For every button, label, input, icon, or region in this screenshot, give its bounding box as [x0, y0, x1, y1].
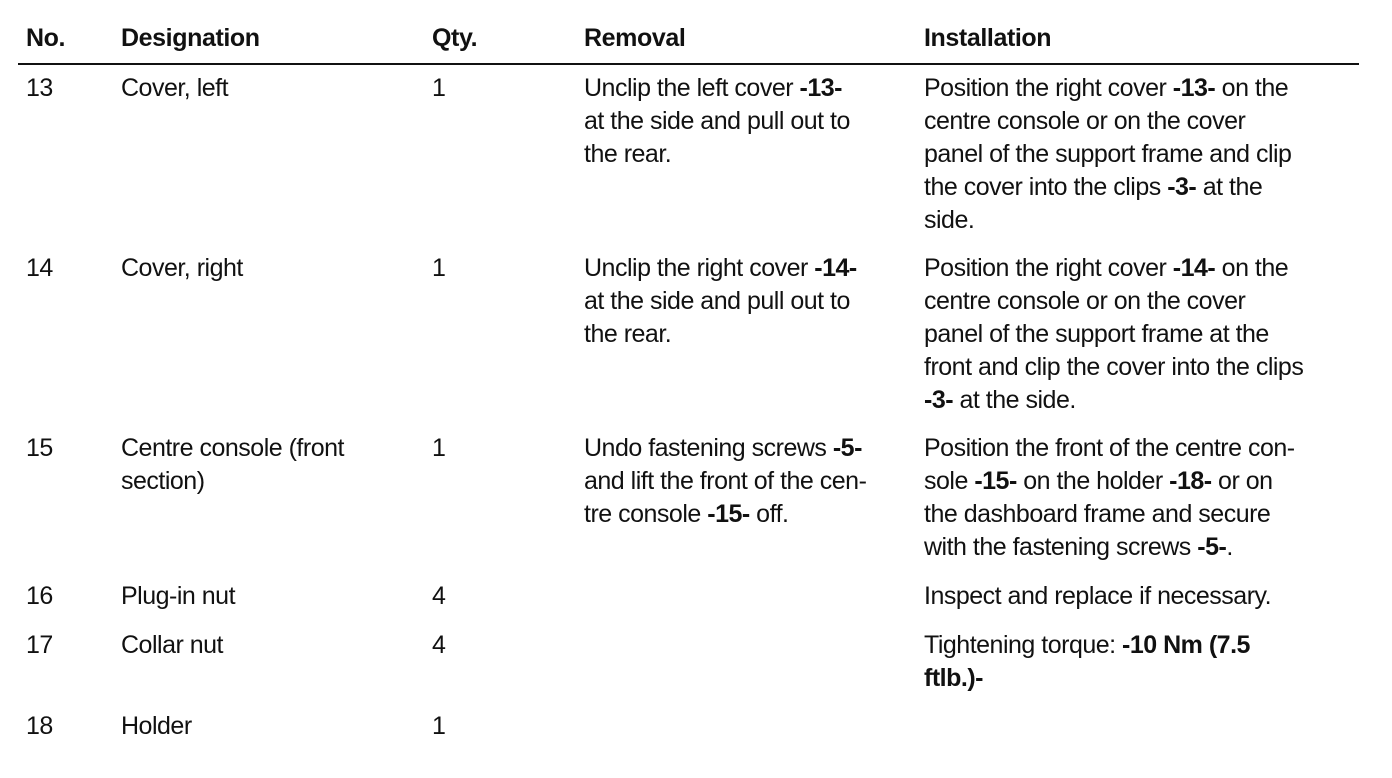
designation-line: section): [121, 467, 205, 495]
text-run: with the fastening screws: [924, 533, 1198, 561]
bold-reference: -15-: [707, 500, 750, 528]
text-run: at the side and pull out to: [584, 107, 850, 135]
text-run: Unclip the left cover: [584, 74, 800, 102]
cell-designation: [121, 252, 243, 285]
text-run: on the: [1215, 254, 1289, 282]
text-run: the rear.: [584, 320, 672, 348]
cell-no: 13: [26, 74, 53, 102]
text-run: on the: [1215, 74, 1289, 102]
cell-removal: [584, 252, 857, 351]
text-line: [924, 384, 1303, 417]
cell-designation: [121, 580, 235, 613]
cell-installation: [924, 72, 1291, 237]
cell-qty: 1: [432, 74, 446, 102]
text-run: Position the front of the centre con-: [924, 434, 1295, 462]
text-run: Position the right cover: [924, 254, 1173, 282]
header-no: No.: [26, 24, 66, 52]
designation-line: Holder: [121, 712, 192, 740]
text-line: [924, 629, 1250, 662]
text-run: Unclip the right cover: [584, 254, 815, 282]
text-line: [924, 72, 1291, 105]
cell-installation: [924, 432, 1295, 564]
cell-designation: [121, 432, 344, 498]
designation-line: Cover, left: [121, 74, 229, 102]
designation-line: Cover, right: [121, 254, 243, 282]
header-qty: Qty.: [432, 24, 478, 52]
text-line: [924, 531, 1295, 564]
header-designation: Designation: [121, 24, 260, 52]
text-line: [924, 252, 1303, 285]
designation-line: Collar nut: [121, 631, 223, 659]
text-line: [584, 105, 850, 138]
cell-qty: 1: [432, 712, 446, 740]
cell-installation: [924, 629, 1250, 695]
cell-no: 17: [26, 631, 53, 659]
bold-reference: -13-: [799, 74, 842, 102]
cell-no: 14: [26, 254, 53, 282]
bold-reference: -14-: [814, 254, 857, 282]
text-line: [924, 204, 1291, 237]
cell-no: 16: [26, 582, 53, 610]
text-run: on the holder: [1016, 467, 1170, 495]
text-line: [924, 432, 1295, 465]
cell-qty: 1: [432, 254, 446, 282]
cell-qty: 4: [432, 582, 446, 610]
text-run: the rear.: [584, 140, 672, 168]
header-divider: [18, 63, 1359, 65]
header-removal: Removal: [584, 24, 686, 52]
text-line: [924, 465, 1295, 498]
bold-reference: -15-: [974, 467, 1017, 495]
text-run: Tightening torque:: [924, 631, 1123, 659]
text-run: centre console or on the cover: [924, 107, 1246, 135]
text-run: panel of the support frame at the: [924, 320, 1269, 348]
text-run: at the: [1196, 173, 1263, 201]
text-run: Position the right cover: [924, 74, 1173, 102]
text-line: [584, 498, 866, 531]
text-run: sole: [924, 467, 975, 495]
text-line: [924, 351, 1303, 384]
text-line: [924, 662, 1250, 695]
bold-reference: -13-: [1172, 74, 1216, 102]
text-run: Undo fastening screws: [584, 434, 833, 462]
cell-installation: [924, 580, 1271, 613]
text-run: the cover into the clips: [924, 173, 1168, 201]
cell-no: 15: [26, 434, 53, 462]
text-run: front and clip the cover into the clips: [924, 353, 1304, 381]
text-line: [924, 498, 1295, 531]
text-run: centre console or on the cover: [924, 287, 1246, 315]
text-run: at the side and pull out to: [584, 287, 850, 315]
cell-installation: [924, 252, 1303, 417]
bold-reference: -10 Nm (7.5: [1122, 631, 1250, 659]
text-run: and lift the front of the cen-: [584, 467, 867, 495]
text-line: [924, 171, 1291, 204]
cell-removal: [584, 432, 866, 531]
cell-qty: 4: [432, 631, 446, 659]
text-line: [924, 285, 1303, 318]
bold-reference: -5-: [832, 434, 862, 462]
text-run: at the side.: [953, 386, 1076, 414]
cell-designation: [121, 72, 228, 105]
text-run: panel of the support frame and clip: [924, 140, 1292, 168]
text-line: [584, 318, 857, 351]
text-line: [584, 252, 857, 285]
header-installation: Installation: [924, 24, 1052, 52]
text-line: [924, 138, 1291, 171]
text-run: .: [1226, 533, 1233, 561]
text-line: [584, 432, 866, 465]
text-line: [584, 72, 850, 105]
designation-line: Plug-in nut: [121, 582, 236, 610]
bold-reference: -3-: [1167, 173, 1197, 201]
cell-no: 18: [26, 712, 53, 740]
text-line: [584, 285, 857, 318]
text-line: [584, 138, 850, 171]
text-line: [584, 465, 866, 498]
cell-designation: [121, 629, 223, 662]
text-run: the dashboard frame and secure: [924, 500, 1271, 528]
bold-reference: -3-: [924, 386, 954, 414]
designation-line: Centre console (front: [121, 434, 344, 462]
bold-reference: ftlb.)-: [924, 664, 983, 692]
cell-removal: [584, 72, 850, 171]
text-run: Inspect and replace if necessary.: [924, 582, 1272, 610]
text-run: or on: [1211, 467, 1273, 495]
text-run: side.: [924, 206, 975, 234]
text-line: [924, 105, 1291, 138]
text-line: [924, 580, 1271, 613]
bold-reference: -14-: [1172, 254, 1216, 282]
text-line: [924, 318, 1303, 351]
bold-reference: -18-: [1169, 467, 1212, 495]
text-run: off.: [749, 500, 789, 528]
cell-designation: [121, 710, 192, 743]
text-run: tre console: [584, 500, 708, 528]
bold-reference: -5-: [1197, 533, 1227, 561]
cell-qty: 1: [432, 434, 446, 462]
